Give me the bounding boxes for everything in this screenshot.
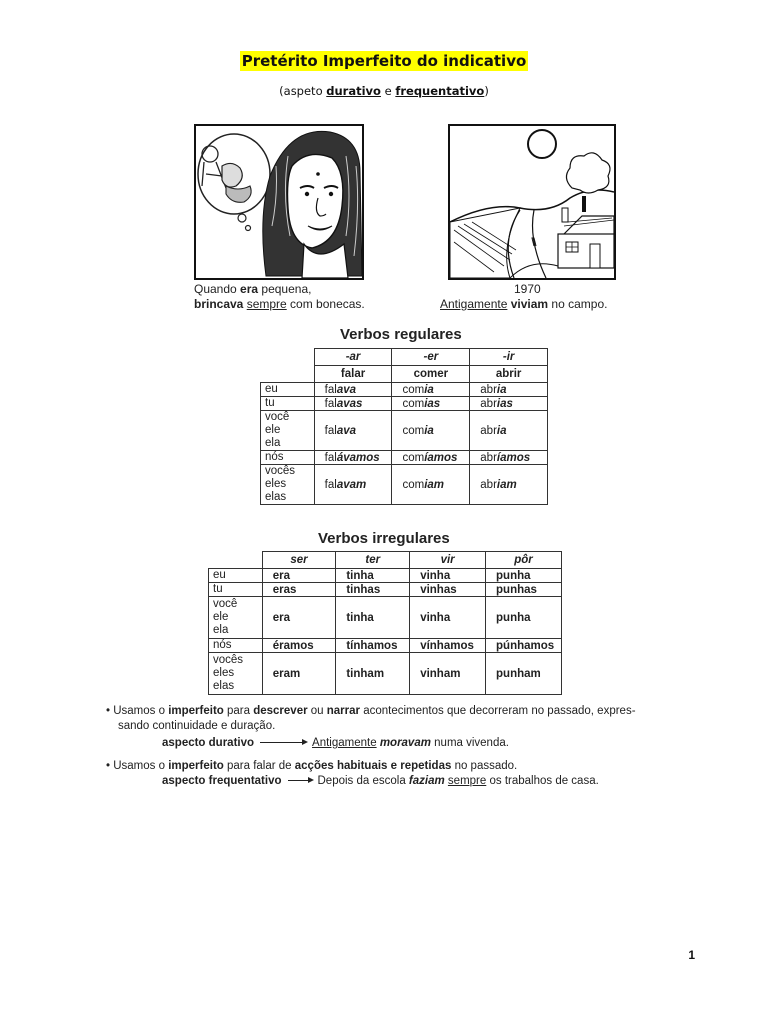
verb-cell: vinha [410,569,486,583]
verb-cell: éramos [262,639,336,653]
verb-cell: vínhamos [410,639,486,653]
verb-cell: tínhamos [336,639,410,653]
bullet: • [106,705,111,717]
verb-cell: abriam [470,465,548,505]
pronoun-cell: nós [209,639,263,653]
verb-header: ter [336,552,410,569]
verb-cell: era [262,569,336,583]
table-row [209,569,562,583]
note-durative: • Usamos o imperfeito para descrever ou narrar acontecimentos que decorreram no passado, expres- sando continuidade e duração. aspecto durativo Antigamente moravam numa vivenda. [106,704,676,751]
pronoun-cell: tu [209,583,263,597]
irregular-verbs-table [208,551,562,695]
verb-cell: púnhamos [486,639,562,653]
verb-cell: tinhas [336,583,410,597]
verb-cell: comia [392,383,470,397]
verb-cell: punha [486,569,562,583]
girl-drawing [196,126,362,278]
page-subtitle: (aspeto durativo e frequentativo) [279,84,489,98]
verb-cell: vinha [410,597,486,639]
verb-cell: tinham [336,653,410,695]
group-header: -er [392,349,470,366]
verb-header: vir [410,552,486,569]
pronoun-cell: vocês eles elas [261,465,315,505]
verb-cell: falava [314,411,392,451]
girl-caption: Quando era pequena, brincava sempre com bonecas. [194,282,365,311]
girl-illustration [194,124,364,280]
verb-cell: era [262,597,336,639]
verb-cell: punhas [486,583,562,597]
verb-cell: vinham [410,653,486,695]
irregular-verbs-title: Verbos irregulares [318,530,450,547]
pronoun-cell: nós [261,451,315,465]
verb-cell: comiam [392,465,470,505]
verb-cell: punha [486,597,562,639]
verb-cell: falavam [314,465,392,505]
countryside-drawing [450,126,614,278]
verb-cell: falavas [314,397,392,411]
table-row [261,411,548,451]
durative-example: aspecto durativo Antigamente moravam numa vivenda. [162,737,509,749]
verb-cell: comias [392,397,470,411]
frequentative-example: aspecto frequentativo Depois da escola faziam sempre os trabalhos de casa. [162,775,599,787]
table-row [209,583,562,597]
table-row [261,383,548,397]
group-header: -ar [314,349,392,366]
regular-verbs-table [260,348,548,505]
countryside-illustration [448,124,616,280]
note-frequentative: • Usamos o imperfeito para falar de acções habituais e repetidas no passado. aspecto frequentativo Depois da escola faziam sempre os trabalhos de casa. [106,759,676,789]
verb-cell: abríamos [470,451,548,465]
infinitive-header: comer [392,366,470,383]
infinitive-header: abrir [470,366,548,383]
verb-cell: punham [486,653,562,695]
year-label: 1970 [514,282,541,296]
table-row [261,397,548,411]
verb-cell: tinha [336,569,410,583]
pronoun-cell: você ele ela [261,411,315,451]
verb-cell: tinha [336,597,410,639]
pronoun-cell: eu [261,383,315,397]
arrow-icon [260,742,306,743]
regular-verbs-title: Verbos regulares [340,326,462,343]
arrow-icon [288,780,312,781]
countryside-caption: 1970 Antigamente viviam no campo. [440,282,640,312]
verb-cell: comíamos [392,451,470,465]
pronoun-cell: eu [209,569,263,583]
page-number: 1 [688,948,695,962]
group-header: -ir [470,349,548,366]
verb-cell: comia [392,411,470,451]
verb-cell: abrias [470,397,548,411]
table-row [209,653,562,695]
verb-header: ser [262,552,336,569]
verb-cell: eras [262,583,336,597]
verb-cell: abria [470,411,548,451]
table-row [209,639,562,653]
verb-cell: vinhas [410,583,486,597]
bullet: • [106,760,111,772]
pronoun-cell: tu [261,397,315,411]
verb-cell: abria [470,383,548,397]
pronoun-cell: você ele ela [209,597,263,639]
table-row [209,597,562,639]
verb-cell: falava [314,383,392,397]
verb-header: pôr [486,552,562,569]
pronoun-cell: vocês eles elas [209,653,263,695]
verb-cell: eram [262,653,336,695]
verb-cell: falávamos [314,451,392,465]
page-title: Pretérito Imperfeito do indicativo [241,52,527,70]
table-row [261,451,548,465]
table-row [261,465,548,505]
infinitive-header: falar [314,366,392,383]
